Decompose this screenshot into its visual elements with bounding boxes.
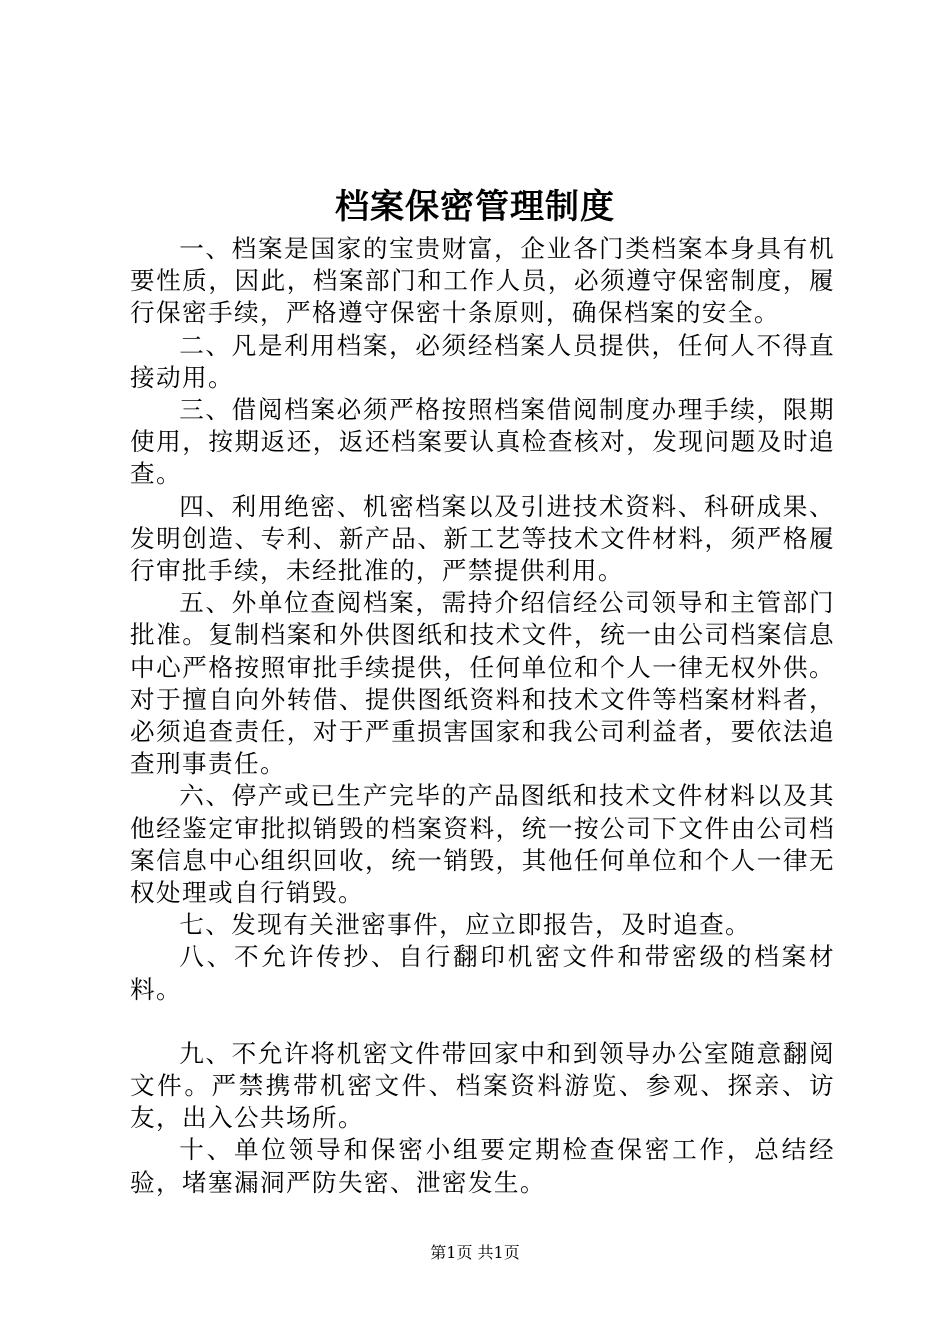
paragraph-2: 二、凡是利用档案，必须经档案人员提供，任何人不得直接动用。: [130, 330, 835, 392]
document-body: [130, 233, 835, 1199]
paragraph-8: 八、不允许传抄、自行翻印机密文件和带密级的档案材料。: [130, 942, 835, 1004]
paragraph-10: 十、单位领导和保密小组要定期检查保密工作，总结经验，堵塞漏洞严防失密、泄密发生。: [130, 1135, 835, 1197]
paragraph-5: 五、外单位查阅档案，需持介绍信经公司领导和主管部门批准。复制档案和外供图纸和技术文件，统一由公司档案信息中心严格按照审批手续提供，任何单位和个人一律无权外供。对于擅自向外转借、提供图纸资料和技术文件等档案材料者，必须追查责任，对于严重损害国家和我公司利益者，要依法追查刑事责任。: [130, 588, 835, 779]
paragraph-9: 九、不允许将机密文件带回家中和到领导办公室随意翻阅文件。严禁携带机密文件、档案资料游览、参观、探亲、访友，出入公共场所。: [130, 1038, 835, 1133]
paragraph-3: 三、借阅档案必须严格按照档案借阅制度办理手续，限期使用，按期返还，返还档案要认真检查核对，发现问题及时追查。: [130, 395, 835, 489]
document-title: 档案保密管理制度: [335, 187, 615, 227]
paragraph-1: 一、档案是国家的宝贵财富，企业各门类档案本身具有机要性质，因此，档案部门和工作人员，必须遵守保密制度，履行保密手续，严格遵守保密十条原则，确保档案的安全。: [130, 234, 835, 328]
page-number-footer: 第1页 共1页: [430, 1243, 520, 1262]
paragraph-4: 四、利用绝密、机密档案以及引进技术资料、科研成果、发明创造、专利、新产品、新工艺等技术文件材料，须严格履行审批手续，未经批准的，严禁提供利用。: [130, 491, 835, 586]
paragraph-6: 六、停产或已生产完毕的产品图纸和技术文件材料以及其他经鉴定审批拟销毁的档案资料，统一按公司下文件由公司档案信息中心组织回收，统一销毁，其他任何单位和个人一律无权处理或自行销毁。: [130, 781, 835, 908]
paragraph-7: 七、发现有关泄密事件，应立即报告，及时追查。: [179, 910, 752, 940]
